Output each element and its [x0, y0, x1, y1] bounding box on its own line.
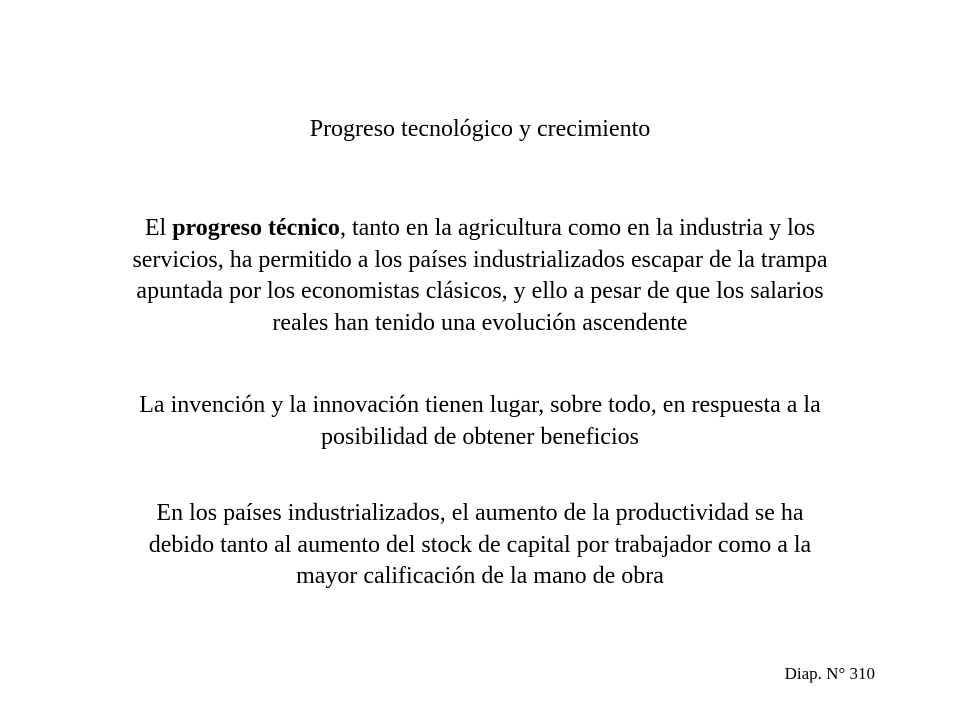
text-segment: El [144, 215, 173, 241]
slide-title: Progreso tecnológico y crecimiento [309, 116, 651, 142]
bold-term: progreso técnico [172, 215, 340, 241]
paragraph-productivity [40, 498, 920, 593]
paragraph-line: reales han tenido una evolución ascendente [272, 309, 688, 336]
paragraph-line: mayor calificación de la mano de obra [296, 563, 664, 589]
paragraph-innovation [40, 390, 920, 453]
paragraph-line: posibilidad de obtener beneficios [321, 423, 639, 450]
paragraph-line: La invención y la innovación tienen lugar, sobre todo, en respuesta a la [139, 392, 821, 418]
paragraph-line: debido tanto al aumento del stock de capital por trabajador como a la [148, 531, 812, 558]
slide-number: Diap. N° 310 [784, 664, 875, 683]
paragraph-line: servicios, ha permitido a los países industrializados escapar de la trampa [132, 246, 828, 273]
paragraph-line [40, 213, 920, 245]
paragraph-line: apuntada por los economistas clásicos, y ello a pesar de que los salarios [136, 278, 824, 304]
paragraph-line: En los países industrializados, el aumento de la productividad se ha [156, 500, 804, 526]
text-segment: , tanto en la agricultura como en la industria y los [339, 215, 816, 241]
paragraph-technical-progress [40, 213, 920, 339]
